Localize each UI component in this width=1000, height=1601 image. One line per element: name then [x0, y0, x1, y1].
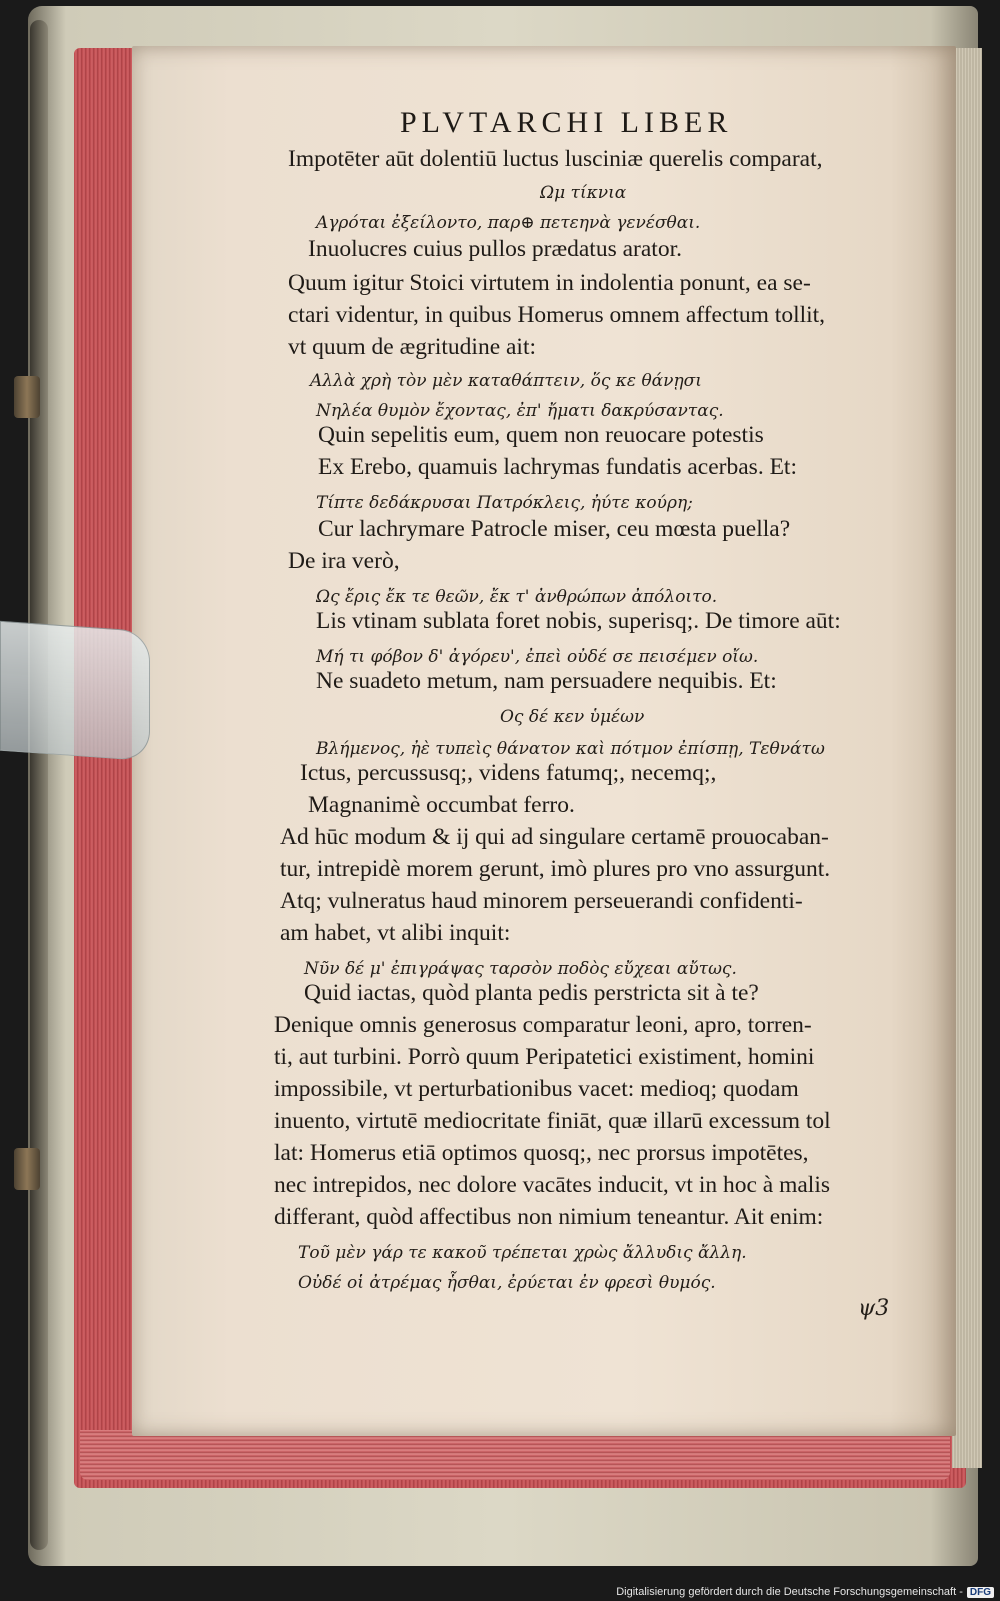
dfg-logo: DFG [967, 1587, 994, 1598]
text-line: Magnanimè occumbat ferro. [308, 792, 575, 818]
running-header: PLVTARCHI LIBER [400, 106, 733, 139]
text-line: Denique omnis generosus comparatur leoni, apro, torren- [274, 1012, 812, 1038]
greek-line: Τοῦ μὲν γάρ τε κακοῦ τρέπεται χρὼς ἄλλυδις ἄλλη. [298, 1243, 747, 1263]
greek-line: Νῦν δέ μ' ἐπιγράψας ταρσὸν ποδὸς εὔχεαι αὔτως. [304, 959, 737, 979]
greek-line: Νηλέα θυμὸν ἔχοντας, ἐπ' ἤματι δακρύσαντας. [316, 401, 724, 421]
text-line: Cur lachrymare Patrocle miser, ceu mœsta puella? [318, 516, 791, 542]
text-line: Ne suadeto metum, nam persuadere nequibis. Et: [316, 668, 777, 694]
text-line: Atq; vulneratus haud minorem perseuerandi confidenti- [280, 888, 803, 914]
clasp-upper [14, 376, 40, 418]
text-line: Inuolucres cuius pullos prædatus arator. [308, 236, 682, 262]
text-line: Lis vtinam sublata foret nobis, superisq;. De timore aūt: [316, 608, 841, 634]
text-line: Ad hūc modum & ij qui ad singulare certamē prouocaban- [280, 824, 829, 850]
text-line: Quin sepelitis eum, quem non reuocare potestis [318, 422, 764, 448]
text-line: Ex Erebo, quamuis lachrymas fundatis acerbas. Et: [318, 454, 797, 480]
text-line: Quid iactas, quòd planta pedis perstricta sit à te? [304, 980, 759, 1006]
text-line: ctari videntur, in quibus Homerus omnem affectum tollit, [288, 302, 826, 328]
text-line: am habet, vt alibi inquit: [280, 920, 511, 946]
greek-line: Αγρόται ἐξείλοντο, παρ⊕ πετεηνὰ γενέσθαι. [316, 213, 701, 233]
text-line: inuento, virtutē mediocritate finiāt, quæ illarū excessum tol [274, 1108, 831, 1134]
signature-mark: ψ3 [858, 1296, 890, 1321]
greek-line: Τίπτε δεδάκρυσαι Πατρόκλεις, ἠύτε κούρη; [316, 493, 693, 513]
greek-line: Αλλὰ χρὴ τὸν μὲν καταθάπτειν, ὅς κε θάνῃσι [310, 371, 702, 391]
greek-line: Μή τι φόβον δ' ἀγόρευ', ἐπεὶ οὐδέ σε πεισέμεν οἴω. [316, 647, 759, 667]
text-line: ti, aut turbini. Porrò quum Peripatetici existiment, homini [274, 1044, 815, 1070]
text-line: Ictus, percussusq;, videns fatumq;, necemq;, [300, 760, 717, 786]
greek-line: Ος δέ κεν ὑμέων [500, 707, 645, 727]
text-line: vt quum de ægritudine ait: [288, 334, 537, 360]
greek-line: Ωμ τίκνια [540, 183, 627, 203]
text-line: differant, quòd affectibus non nimium teneantur. Ait enim: [274, 1204, 824, 1230]
text-line: impossibile, vt perturbationibus vacet: medioq; quodam [274, 1076, 799, 1102]
credit-text: Digitalisierung gefördert durch die Deutsche Forschungsgemeinschaft - [616, 1586, 963, 1598]
bookmark-strip [0, 621, 150, 761]
facing-page-stack [952, 48, 982, 1468]
greek-line: Ως ἔρις ἔκ τε θεῶν, ἔκ τ' ἀνθρώπων ἀπόλοιτο. [316, 587, 718, 607]
greek-line: Βλήμενος, ἠὲ τυπεὶς θάνατον καὶ πότμον ἐπίσπῃ, Τεθνάτω [316, 739, 825, 759]
digitization-credit [616, 1586, 994, 1598]
text-line: De ira verò, [288, 548, 400, 574]
clasp-lower [14, 1148, 40, 1190]
book-spine [30, 20, 48, 1550]
text-line: nec intrepidos, nec dolore vacātes inducit, vt in hoc à malis [274, 1172, 830, 1198]
text-line: lat: Homerus etiā optimos quosq;, nec prorsus impotētes, [274, 1140, 809, 1166]
greek-line: Οὐδέ οἱ ἀτρέμας ἧσθαι, ἐρύεται ἐν φρεσὶ θυμός. [298, 1273, 716, 1293]
text-line: tur, intrepidè morem gerunt, imò plures pro vno assurgunt. [280, 856, 831, 882]
text-line: Quum igitur Stoici virtutem in indolentia ponunt, ea se- [288, 270, 811, 296]
text-line: Impotēter aūt dolentiū luctus lusciniæ querelis comparat, [288, 146, 823, 172]
red-page-edges-bottom [80, 1430, 950, 1480]
